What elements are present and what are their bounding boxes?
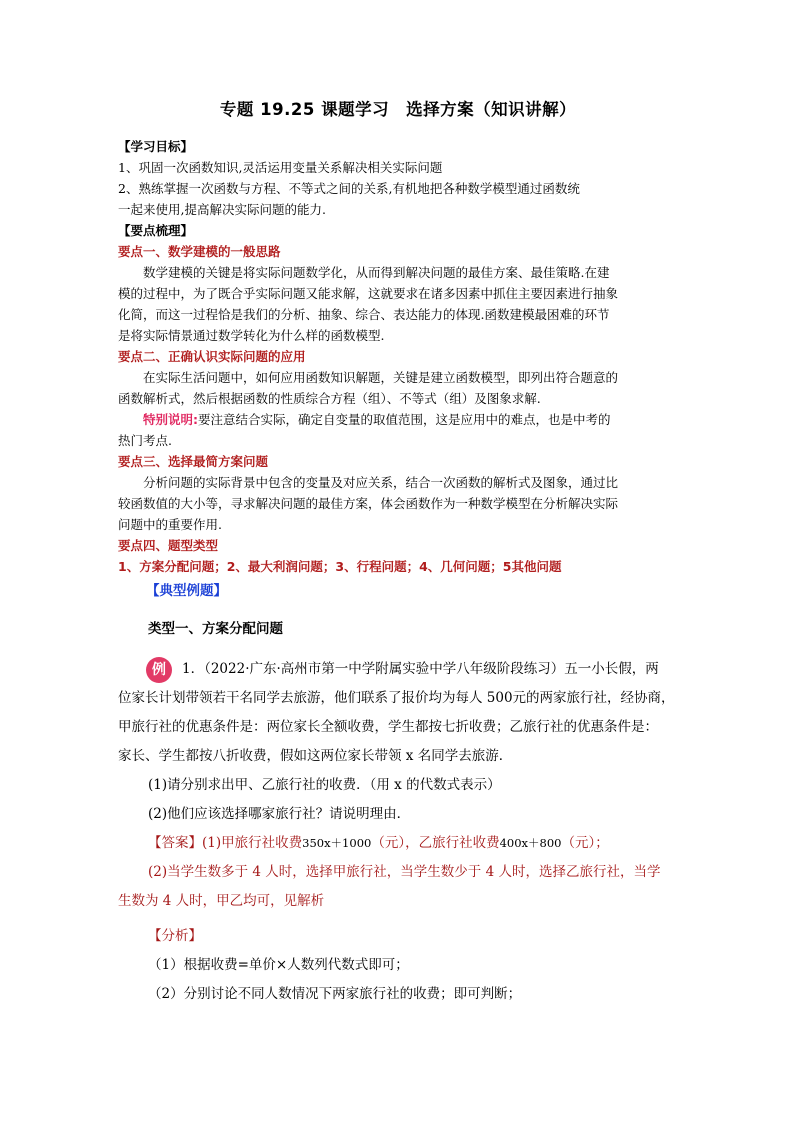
sub-question-1: (1)请分别求出甲、乙旅行社的收费．（用 x 的代数式表示）	[148, 777, 501, 793]
answer-1	[118, 829, 678, 858]
point2-line: 函数解析式，然后根据函数的性质综合方程（组）、不等式（组）及图象求解.	[118, 391, 541, 406]
answer-1-expr1: 350x＋1000	[302, 836, 372, 850]
answer-2-line: 生数为 4 人时，甲乙均可，见解析	[118, 893, 325, 909]
answer-1-mid: （元），乙旅行社收费	[371, 835, 500, 851]
goal-item: 一起来使用,提高解决实际问题的能力.	[118, 202, 326, 217]
analysis-line: （1）根据收费=单价×人数列代数式即可；	[148, 957, 409, 973]
point2-line: 在实际生活问题中，如何应用函数知识解题，关键是建立函数模型，即列出符合题意的	[143, 370, 619, 385]
sub-question-2: (2)他们应该选择哪家旅行社？请说明理由．	[148, 806, 411, 822]
point4-types: 1、方案分配问题；2、最大利润问题；3、行程问题；4、几何问题；5其他问题	[118, 559, 562, 574]
answer-1-expr2: 400x＋800	[499, 836, 562, 850]
goals-heading: 【学习目标】	[118, 139, 194, 154]
point4-title: 要点四、题型类型	[118, 538, 219, 553]
answer-1-pre: (1)甲旅行社收费	[202, 835, 303, 851]
note-label: 特别说明:	[143, 412, 198, 427]
answer-1-post: （元）；	[561, 835, 609, 851]
type1-heading: 类型一、方案分配问题	[148, 621, 283, 637]
question-line: 1．（2022·广东·高州市第一中学附属实验中学八年级阶段练习）五一小长假，两	[182, 661, 659, 677]
document-page	[118, 96, 678, 1009]
question-line: 位家长计划带领若干名同学去旅游，他们联系了报价均为每人 500元的两家旅行社，经协商，	[118, 690, 675, 706]
question-line: 甲旅行社的优惠条件是：两位家长全额收费，学生都按七折收费；乙旅行社的优惠条件是：	[118, 719, 658, 735]
example-badge: 例	[146, 657, 172, 683]
answer-2-line: (2)当学生数多于 4 人时，选择甲旅行社，当学生数少于 4 人时，选择乙旅行社，当学	[148, 864, 661, 880]
analysis-label: 【分析】	[148, 928, 202, 944]
point1-line: 化简，而这一过程恰是我们的分析、抽象、综合、表达能力的体现.函数建模最困难的环节	[118, 307, 610, 322]
point2-title: 要点二、正确认识实际问题的应用	[118, 349, 306, 364]
goal-item: 1、巩固一次函数知识,灵活运用变量关系解决相关实际问题	[118, 160, 443, 175]
goal-item: 2、熟练掌握一次函数与方程、不等式之间的关系,有机地把各种数学模型通过函数统	[118, 181, 580, 196]
point1-line: 是将实际情景通过数学转化为什么样的函数模型.	[118, 328, 385, 343]
points-heading: 【要点梳理】	[118, 223, 194, 238]
point2-note-cont: 热门考点.	[118, 433, 172, 448]
question-line: 家长、学生都按八折收费，假如这两位家长带领 x 名同学去旅游．	[118, 748, 513, 764]
answer-label: 【答案】	[148, 835, 202, 851]
example1	[118, 655, 678, 684]
point1-line: 模的过程中，为了既合乎实际问题又能求解，这就要求在诸多因素中抓住主要因素进行抽象	[118, 286, 619, 301]
analysis-line: （2）分别讨论不同人数情况下两家旅行社的收费；即可判断；	[148, 986, 522, 1002]
page-title: 专题 19.25 课题学习 选择方案（知识讲解）	[219, 100, 577, 119]
point3-line: 分析问题的实际背景中包含的变量及对应关系，结合一次函数的解析式及图象，通过比	[143, 475, 619, 490]
point2-note	[118, 409, 678, 430]
examples-heading: 【典型例题】	[146, 583, 227, 599]
point3-line: 较函数值的大小等，寻求解决问题的最佳方案，体会函数作为一种数学模型在分析解决实际	[118, 496, 619, 511]
point1-title: 要点一、数学建模的一般思路	[118, 244, 281, 259]
point1-line: 数学建模的关键是将实际问题数学化，从而得到解决问题的最佳方案、最佳策略.在建	[143, 265, 610, 280]
note-text: 要注意结合实际，确定自变量的取值范围，这是应用中的难点，也是中考的	[198, 412, 611, 427]
point3-title: 要点三、选择最简方案问题	[118, 454, 269, 469]
point3-line: 问题中的重要作用.	[118, 517, 222, 532]
